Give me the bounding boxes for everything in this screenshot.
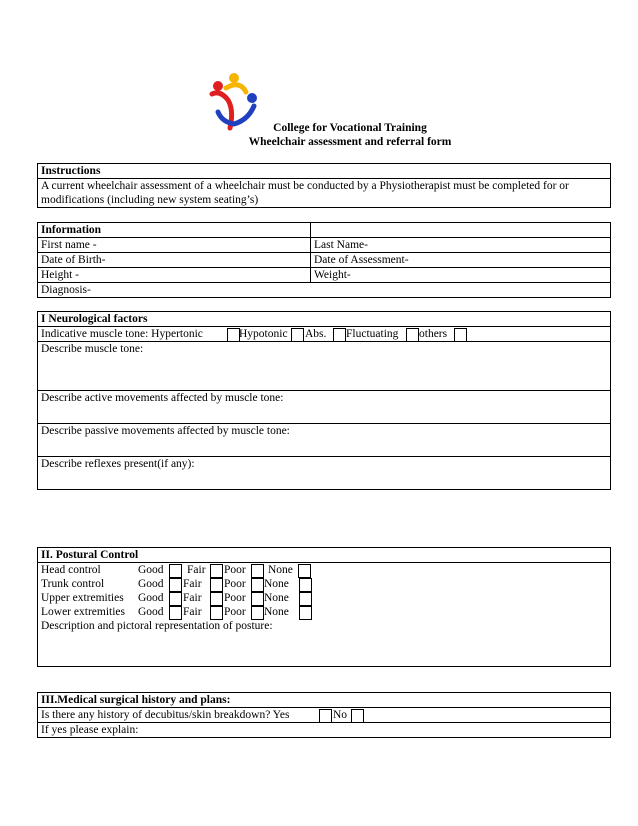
tone-label: Indicative muscle tone: Hypertonic	[41, 328, 203, 340]
no-checkbox[interactable]	[351, 709, 364, 723]
postural-body	[38, 563, 611, 667]
none-label: None	[264, 578, 289, 590]
none-checkbox[interactable]	[299, 592, 312, 606]
good-label: Good	[138, 578, 164, 590]
lower-extremities-row	[41, 605, 607, 619]
date-assessment-field[interactable]: Date of Assessment-	[311, 253, 611, 268]
good-checkbox[interactable]	[169, 564, 182, 578]
neuro-title: I Neurological factors	[38, 312, 611, 327]
poor-label: Poor	[224, 578, 246, 590]
diagnosis-field[interactable]: Diagnosis-	[38, 283, 611, 298]
describe-passive-field[interactable]: Describe passive movements affected by muscle tone:	[38, 424, 611, 457]
fair-checkbox[interactable]	[210, 592, 223, 606]
postural-title: II. Postural Control	[38, 548, 611, 563]
weight-field[interactable]: Weight-	[311, 268, 611, 283]
none-label: None	[264, 592, 289, 604]
poor-checkbox[interactable]	[251, 578, 264, 592]
form-title: Wheelchair assessment and referral form	[248, 136, 452, 148]
fair-checkbox[interactable]	[210, 564, 223, 578]
poor-checkbox[interactable]	[251, 592, 264, 606]
poor-label: Poor	[224, 606, 246, 618]
head-control-row	[41, 563, 607, 577]
medical-table	[37, 692, 611, 738]
height-field[interactable]: Height -	[38, 268, 311, 283]
instructions-text: A current wheelchair assessment of a wheelchair must be conducted by a Physiotherapist must be completed for or modifications (including new system seating’s)	[38, 179, 611, 208]
fair-label: Fair	[187, 564, 206, 576]
medical-title: III.Medical surgical history and plans:	[38, 693, 611, 708]
fair-label: Fair	[183, 592, 202, 604]
fluctuating-label: Fluctuating	[346, 328, 399, 340]
none-checkbox[interactable]	[298, 564, 311, 578]
abs-label: Abs.	[305, 328, 327, 340]
none-checkbox[interactable]	[299, 606, 312, 620]
fair-label: Fair	[183, 578, 202, 590]
instructions-table	[37, 163, 611, 208]
row-label: Head control	[41, 564, 101, 576]
institution-name: College for Vocational Training	[273, 122, 427, 134]
neuro-table	[37, 311, 611, 490]
posture-description-row[interactable]	[41, 619, 607, 633]
good-checkbox[interactable]	[169, 592, 182, 606]
describe-tone-field[interactable]: Describe muscle tone:	[38, 342, 611, 391]
good-label: Good	[138, 564, 164, 576]
fair-checkbox[interactable]	[210, 606, 223, 620]
postural-table	[37, 547, 611, 667]
row-label: Trunk control	[41, 578, 105, 590]
good-checkbox[interactable]	[169, 606, 182, 620]
decubitus-row	[38, 708, 611, 723]
information-title: Information	[38, 223, 311, 238]
good-checkbox[interactable]	[169, 578, 182, 592]
others-checkbox[interactable]	[454, 328, 467, 342]
row-label: Upper extremities	[41, 592, 124, 604]
hypotonic-label: Hypotonic	[239, 328, 288, 340]
none-label: None	[268, 564, 293, 576]
explain-field[interactable]: If yes please explain:	[38, 723, 611, 738]
muscle-tone-row	[38, 327, 611, 342]
yes-checkbox[interactable]	[319, 709, 332, 723]
posture-description-label: Description and pictoral representation of posture:	[41, 620, 273, 632]
good-label: Good	[138, 606, 164, 618]
describe-active-field[interactable]: Describe active movements affected by muscle tone:	[38, 391, 611, 424]
good-label: Good	[138, 592, 164, 604]
others-label: others	[419, 328, 448, 340]
poor-label: Poor	[224, 564, 246, 576]
no-label: No	[333, 709, 348, 721]
decubitus-question: Is there any history of decubitus/skin breakdown? Yes	[41, 709, 290, 721]
last-name-field[interactable]: Last Name-	[311, 238, 611, 253]
fair-label: Fair	[183, 606, 202, 618]
poor-label: Poor	[224, 592, 246, 604]
poor-checkbox[interactable]	[251, 606, 264, 620]
first-name-field[interactable]: First name -	[38, 238, 311, 253]
hypotonic-checkbox[interactable]	[291, 328, 304, 342]
none-label: None	[264, 606, 289, 618]
information-table	[37, 222, 611, 298]
row-label: Lower extremities	[41, 606, 125, 618]
none-checkbox[interactable]	[299, 578, 312, 592]
poor-checkbox[interactable]	[251, 564, 264, 578]
fair-checkbox[interactable]	[210, 578, 223, 592]
dob-field[interactable]: Date of Birth-	[38, 253, 311, 268]
instructions-title: Instructions	[38, 164, 611, 179]
abs-checkbox[interactable]	[333, 328, 346, 342]
fluctuating-checkbox[interactable]	[406, 328, 419, 342]
trunk-control-row	[41, 577, 607, 591]
upper-extremities-row	[41, 591, 607, 605]
describe-reflexes-field[interactable]: Describe reflexes present(if any):	[38, 457, 611, 490]
